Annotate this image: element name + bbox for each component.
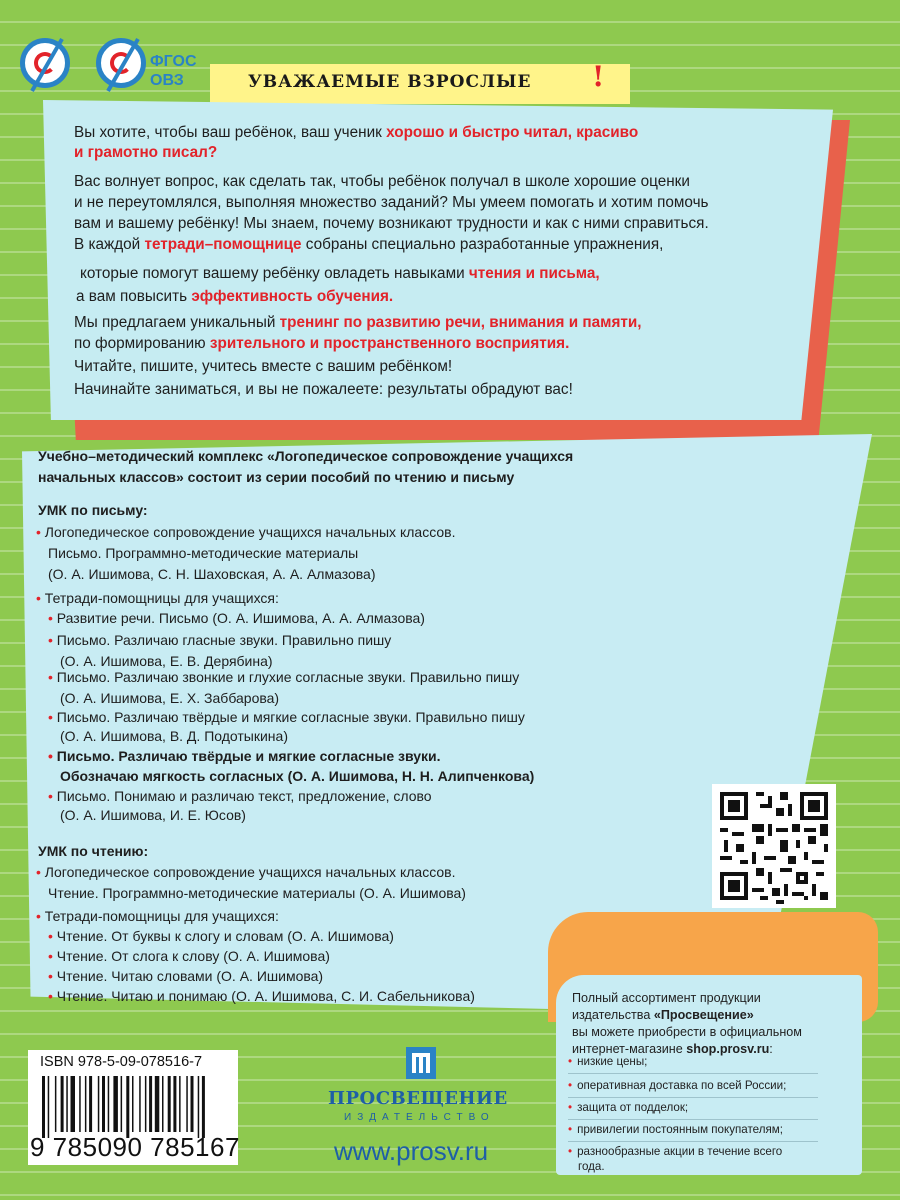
list-item: Письмо. Программно-методические материалы	[48, 545, 359, 561]
intro-line: Вас волнует вопрос, как сделать так, чтобы ребёнок получал в школе хорошие оценки	[74, 173, 690, 190]
list-item: • Развитие речи. Письмо (О. А. Ишимова, А. А. Алмазова)	[48, 610, 425, 626]
divider	[568, 1119, 818, 1120]
fgos-label: ФГОС ОВЗ	[150, 53, 197, 89]
list-item: • Тетради-помощницы для учащихся:	[36, 590, 279, 606]
qr-code[interactable]	[712, 784, 836, 908]
list-item: • Логопедическое сопровождение учащихся начальных классов.	[36, 864, 456, 880]
list-item: (О. А. Ишимова, Е. Х. Заббарова)	[60, 690, 280, 706]
list-item: • Письмо. Различаю твёрдые и мягкие согласные звуки. Правильно пишу	[48, 709, 525, 725]
intro-line: и не переутомлялся, выполняя множество заданий? Мы умеем помогать и хотим помочь	[74, 194, 709, 211]
shop-benefit-continued: года.	[578, 1160, 605, 1173]
shop-benefit: • защита от подделок;	[568, 1101, 689, 1114]
fgos-logo-icon	[96, 38, 146, 88]
list-item: • Письмо. Различаю гласные звуки. Правильно пишу	[48, 632, 392, 648]
list-item: (О. А. Ишимова, Е. В. Дерябина)	[60, 653, 273, 669]
list-item: (О. А. Ишимова, В. Д. Подотыкина)	[60, 728, 288, 744]
publisher-logo-icon	[406, 1047, 436, 1079]
list-item: • Чтение. От буквы к слогу и словам (О. А. Ишимова)	[48, 928, 394, 944]
list-item: • Чтение. Читаю словами (О. А. Ишимова)	[48, 968, 324, 984]
shop-benefit: • низкие цены;	[568, 1055, 648, 1068]
list-item: • Письмо. Понимаю и различаю текст, предложение, слово	[48, 788, 432, 804]
list-item: • Письмо. Различаю твёрдые и мягкие согласные звуки.	[48, 748, 441, 764]
list-item: • Чтение. Читаю и понимаю (О. А. Ишимова, С. И. Сабельникова)	[48, 988, 475, 1004]
heading-exclamation: !	[592, 60, 605, 93]
shop-benefit: • привилегии постоянным покупателям;	[568, 1123, 783, 1136]
umk-intro: начальных классов» состоит из серии пособий по чтению и письму	[38, 469, 515, 485]
list-item: Обозначаю мягкость согласных (О. А. Ишимова, Н. Н. Алипченкова)	[60, 768, 535, 784]
intro-line: а вам повысить эффективность обучения.	[76, 288, 394, 305]
intro-line: и грамотно писал?	[74, 144, 218, 161]
writing-section-title: УМК по письму:	[38, 502, 148, 518]
list-item: • Письмо. Различаю звонкие и глухие согласные звуки. Правильно пишу	[48, 669, 520, 685]
list-item: (О. А. Ишимова, И. Е. Юсов)	[60, 807, 246, 823]
list-item: • Тетради-помощницы для учащихся:	[36, 908, 279, 924]
reading-section-title: УМК по чтению:	[38, 843, 149, 859]
intro-line: вам и вашему ребёнку! Мы знаем, почему возникают трудности и как с ними справиться.	[74, 215, 709, 232]
page-heading: УВАЖАЕМЫЕ ВЗРОСЛЫЕ	[248, 72, 532, 92]
publisher-subtitle: ИЗДАТЕЛЬСТВО	[344, 1112, 495, 1123]
list-item: (О. А. Ишимова, С. Н. Шаховская, А. А. Алмазова)	[48, 566, 376, 582]
standard-logo-icon	[20, 38, 70, 88]
intro-line: В каждой тетради–помощнице собраны специально разработанные упражнения,	[74, 236, 664, 253]
list-item: Чтение. Программно-методические материалы (О. А. Ишимова)	[48, 885, 466, 901]
intro-line: Мы предлагаем уникальный тренинг по развитию речи, внимания и памяти,	[74, 314, 642, 331]
publisher-website-link[interactable]: www.prosv.ru	[334, 1136, 489, 1166]
intro-line: Читайте, пишите, учитесь вместе с вашим ребёнком!	[74, 358, 453, 375]
shop-benefit: • разнообразные акции в течение всего	[568, 1145, 783, 1158]
divider	[568, 1073, 818, 1074]
divider	[568, 1097, 818, 1098]
barcode-digits: 9 785090 785167	[30, 1132, 240, 1162]
intro-line: по формированию зрительного и пространственного восприятия.	[74, 335, 570, 352]
list-item: • Чтение. От слога к слову (О. А. Ишимова)	[48, 948, 330, 964]
intro-line: Начинайте заниматься, и вы не пожалеете: результаты обрадуют вас!	[74, 381, 573, 398]
shop-description: Полный ассортимент продукции издательства «Просвещение» вы можете приобрести в официальном интернет-магазине shop.prosv.ru:	[572, 991, 802, 1056]
shop-benefit: • оперативная доставка по всей России;	[568, 1079, 787, 1092]
list-item: • Логопедическое сопровождение учащихся начальных классов.	[36, 524, 456, 540]
publisher-name: ПРОСВЕЩЕНИЕ	[328, 1088, 508, 1109]
umk-intro: Учебно–методический комплекс «Логопедическое сопровождение учащихся	[38, 448, 574, 464]
intro-line: которые помогут вашему ребёнку овладеть навыками чтения и письма,	[80, 265, 600, 282]
intro-line: Вы хотите, чтобы ваш ребёнок, ваш ученик хорошо и быстро читал, красиво	[74, 124, 639, 141]
isbn-label: ISBN 978-5-09-078516-7	[40, 1054, 203, 1070]
divider	[568, 1141, 818, 1142]
